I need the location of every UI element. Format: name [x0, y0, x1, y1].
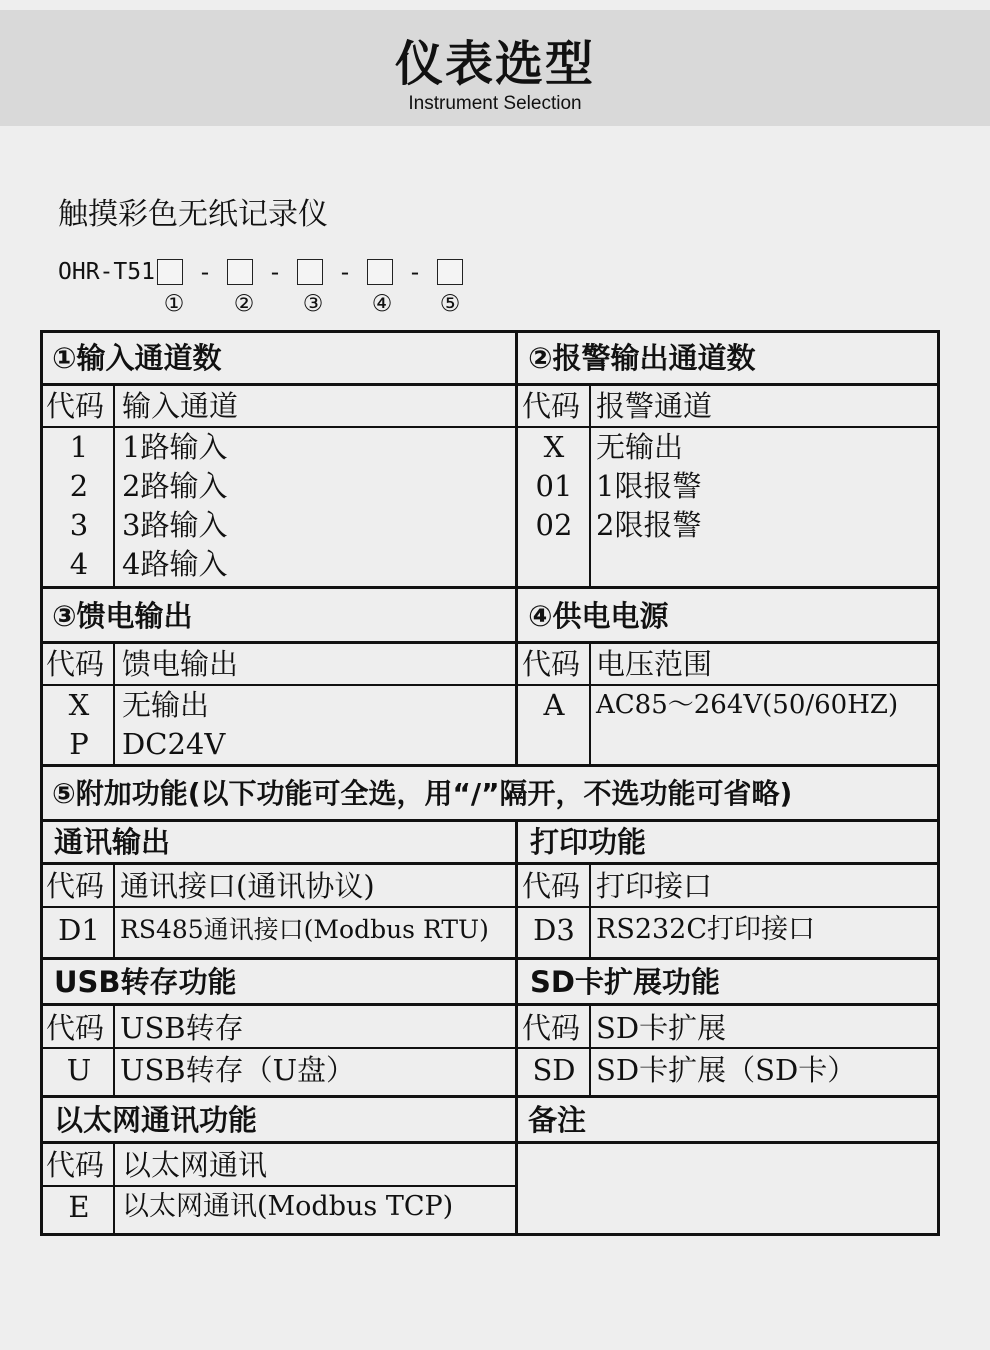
desc-header: SD卡扩展 — [596, 1011, 727, 1045]
option-desc: 2限报警 — [596, 508, 702, 542]
option-desc: SD卡扩展（SD卡） — [596, 1053, 857, 1087]
position-marker-3: ③ — [302, 291, 324, 317]
subsection-title-ethernet: 以太网通讯功能 — [54, 1103, 258, 1137]
desc-header: 输入通道 — [122, 389, 239, 423]
code-dash: - — [407, 258, 423, 286]
option-desc: RS232C打印接口 — [596, 914, 816, 945]
option-desc: DC24V — [122, 727, 226, 761]
rule — [40, 586, 940, 589]
option-code: A — [543, 688, 565, 722]
code-header: 代码 — [46, 1011, 105, 1045]
option-code: X — [68, 688, 90, 722]
rule — [589, 642, 591, 765]
subsection-title-usb: USB转存功能 — [54, 965, 237, 999]
position-marker-1: ① — [163, 291, 185, 317]
rule — [589, 384, 591, 587]
option-desc: 无输出 — [122, 688, 210, 722]
rule — [40, 426, 940, 428]
model-prefix: OHR-T51 — [58, 259, 155, 285]
code-header: 代码 — [522, 647, 581, 681]
code-box-2 — [227, 259, 253, 285]
option-desc: 1路输入 — [122, 430, 228, 464]
option-code: E — [68, 1190, 90, 1224]
code-header: 代码 — [522, 1011, 581, 1045]
rule — [515, 819, 518, 1236]
product-name: 触摸彩色无纸记录仪 — [58, 197, 328, 232]
code-box-5 — [437, 259, 463, 285]
position-marker-5: ⑤ — [439, 291, 461, 317]
rule — [40, 641, 940, 644]
option-desc: AC85～264V(50/60HZ) — [596, 690, 899, 720]
section-title-input: ①输入通道数 — [52, 341, 222, 375]
rule — [40, 1047, 940, 1049]
option-code: D3 — [533, 913, 575, 947]
code-dash: - — [267, 258, 283, 286]
option-code: 02 — [535, 508, 573, 542]
section-title-feed: ③馈电输出 — [52, 599, 193, 633]
desc-header: 打印接口 — [596, 869, 713, 903]
rule — [515, 330, 518, 767]
desc-header: 通讯接口(通讯协议) — [120, 869, 375, 903]
option-code: 2 — [69, 469, 89, 503]
rule — [40, 862, 940, 865]
desc-header: 馈电输出 — [122, 647, 239, 681]
option-desc: 无输出 — [596, 430, 684, 464]
desc-header: 以太网通讯 — [122, 1148, 268, 1182]
position-marker-4: ④ — [371, 291, 393, 317]
option-desc: 1限报警 — [596, 469, 702, 503]
page-subtitle: Instrument Selection — [408, 93, 582, 114]
rule — [40, 1095, 940, 1098]
header-banner — [0, 10, 990, 126]
code-box-3 — [297, 259, 323, 285]
option-code: 01 — [535, 469, 573, 503]
subsection-title-sd: SD卡扩展功能 — [530, 965, 720, 999]
code-header: 代码 — [522, 389, 581, 423]
code-header: 代码 — [46, 869, 105, 903]
option-code: 3 — [69, 508, 89, 542]
rule — [40, 957, 940, 960]
section-title-extra: ⑤附加功能(以下功能可全选，用“/”隔开，不选功能可省略) — [52, 777, 793, 810]
rule — [40, 1185, 516, 1187]
option-code: SD — [532, 1053, 576, 1087]
section-title-power: ④供电电源 — [528, 599, 669, 633]
code-dash: - — [337, 258, 353, 286]
code-box-1 — [157, 259, 183, 285]
option-code: U — [66, 1053, 92, 1087]
code-box-4 — [367, 259, 393, 285]
subsection-title-remarks: 备注 — [528, 1103, 587, 1137]
option-desc: RS485通讯接口(Modbus RTU) — [120, 915, 489, 944]
desc-header: USB转存 — [120, 1011, 244, 1045]
desc-header: 电压范围 — [596, 647, 713, 681]
rule — [40, 383, 940, 386]
rule — [40, 1141, 940, 1144]
rule — [589, 863, 591, 958]
option-desc: 2路输入 — [122, 469, 228, 503]
option-code: D1 — [58, 913, 100, 947]
code-header: 代码 — [46, 389, 105, 423]
section-title-alarm: ②报警输出通道数 — [528, 341, 756, 375]
code-header: 代码 — [522, 869, 581, 903]
rule — [40, 906, 940, 908]
option-desc: USB转存（U盘） — [120, 1053, 356, 1087]
subsection-title-comm: 通讯输出 — [54, 825, 171, 859]
option-desc: 3路输入 — [122, 508, 228, 542]
option-desc: 4路输入 — [122, 547, 228, 581]
code-header: 代码 — [46, 1148, 105, 1182]
code-dash: - — [197, 258, 213, 286]
option-code: 4 — [69, 547, 89, 581]
rule — [40, 819, 940, 822]
position-marker-2: ② — [233, 291, 255, 317]
option-desc: 以太网通讯(Modbus TCP) — [122, 1191, 454, 1222]
option-code: 1 — [69, 430, 89, 464]
rule — [40, 684, 940, 686]
rule — [589, 1004, 591, 1096]
model-code — [58, 255, 463, 289]
code-header: 代码 — [46, 647, 105, 681]
option-code: X — [543, 430, 565, 464]
page-title: 仪表选型 — [394, 36, 595, 92]
desc-header: 报警通道 — [596, 389, 713, 423]
rule — [40, 764, 940, 767]
option-code: P — [69, 727, 89, 761]
subsection-title-print: 打印功能 — [530, 825, 647, 859]
rule — [40, 1003, 940, 1006]
